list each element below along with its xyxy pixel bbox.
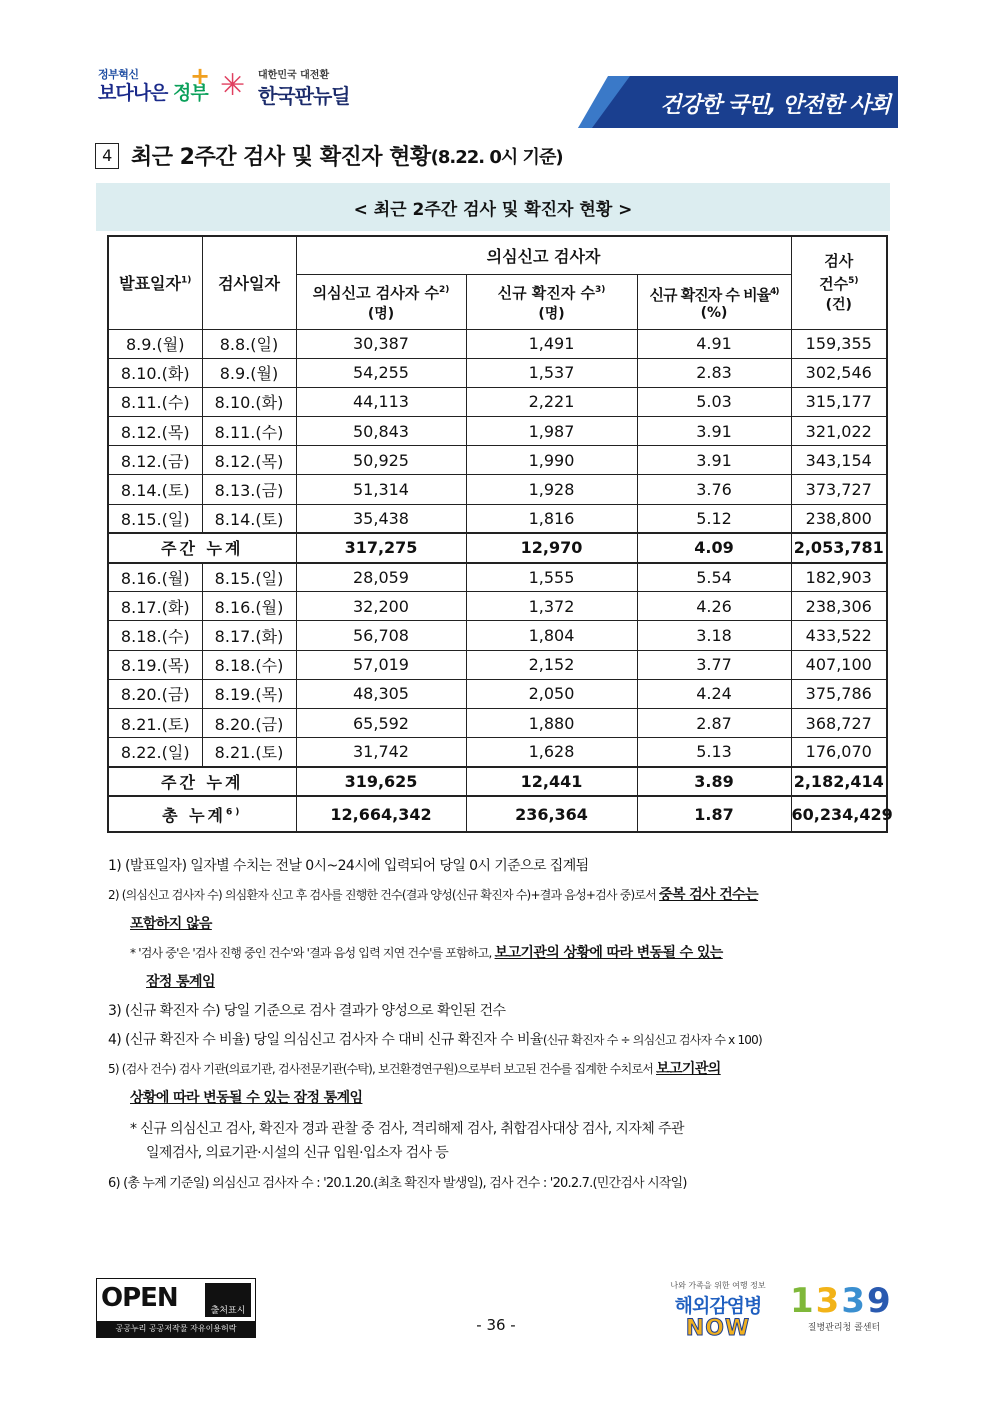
table-cell: 8.12.(목) <box>202 446 296 475</box>
logo2-big-text: 한국판뉴딜 <box>258 84 350 108</box>
table-cell: 8.17.(화) <box>108 592 202 621</box>
table-row <box>108 592 887 621</box>
table-cell: 1,555 <box>466 563 637 592</box>
table-cell: 1,628 <box>466 738 637 767</box>
table-cell: 159,355 <box>791 329 887 358</box>
table-cell: 50,843 <box>296 417 466 446</box>
korean-new-deal-logo <box>220 66 360 116</box>
header-suspect-count: 의심신고 검사자 수$^{2)}$ (명) <box>296 274 466 329</box>
table-cell: 2.83 <box>637 358 791 387</box>
table-cell: 8.12.(목) <box>108 417 202 446</box>
header-test-count: 검사 건수$^{5)}$ (건) <box>791 236 887 329</box>
table-cell: 2,053,781 <box>791 533 887 562</box>
table-cell: 56,708 <box>296 621 466 650</box>
table-cell: 1.87 <box>637 796 791 832</box>
page-header <box>0 0 992 140</box>
table-cell: 51,314 <box>296 475 466 504</box>
table-cell: 8.11.(수) <box>108 387 202 416</box>
table-cell: 8.10.(화) <box>202 387 296 416</box>
note-2-star-cont: 잠정 통계임 <box>146 974 215 990</box>
table-cell: 343,154 <box>791 446 887 475</box>
table-cell: 4.91 <box>637 329 791 358</box>
weekly-sum-row-2 <box>108 767 887 796</box>
table-cell: 8.16.(월) <box>108 563 202 592</box>
note-2-star: * '검사 중'은 '검사 진행 중인 건수'와 '결과 음성 입력 지연 건수'를 포함하고, 보고기관의 상황에 따라 변동될 수 있는 <box>130 945 723 961</box>
section-title <box>95 140 563 171</box>
note-6: 6) (총 누계 기준일) 의심신고 검사자 수 : '20.1.20.(최초 확진자 발생일), 검사 건수 : '20.2.7.(민간검사 시작일) <box>108 1176 687 1191</box>
table-cell: 8.8.(일) <box>202 329 296 358</box>
section-subtitle: (8.22. 0시 기준) <box>430 146 563 168</box>
open-license-label: 공공누리 공공저작물 자유이용허락 <box>97 1321 255 1337</box>
table-cell: 31,742 <box>296 738 466 767</box>
table-cell: 8.12.(금) <box>108 446 202 475</box>
table-body <box>108 329 893 832</box>
table-cell: 3.91 <box>637 417 791 446</box>
logo1-small-text: 정부혁신 <box>98 68 139 81</box>
note-1: 1) (발표일자) 일자별 수치는 전날 0시~24시에 입력되어 당일 0시 기준으로 집계됨 <box>108 858 589 874</box>
logo2-small-text: 대한민국 대전환 <box>258 70 330 81</box>
header-new-case-ratio: 신규 확진자 수 비율$^{4)}$ (%) <box>637 274 791 329</box>
grand-total-row <box>108 796 887 832</box>
table-cell: 8.18.(수) <box>202 650 296 679</box>
banner-slogan: 건강한 국민, 안전한 사회 <box>660 93 890 118</box>
table-cell: 4.09 <box>637 533 791 562</box>
note-5-star: * 신규 의심신고 검사, 확진자 경과 관찰 중 검사, 격리해제 검사, 취합검사대상 검사, 지자체 주관 <box>130 1121 684 1137</box>
table-cell: 2,152 <box>466 650 637 679</box>
table-cell: 373,727 <box>791 475 887 504</box>
table-cell: 8.14.(토) <box>108 475 202 504</box>
table-cell: 433,522 <box>791 621 887 650</box>
table-cell: 8.19.(목) <box>108 650 202 679</box>
table-cell: 319,625 <box>296 767 466 796</box>
table-cell: 238,306 <box>791 592 887 621</box>
table-row <box>108 621 887 650</box>
sparkle-icon: ✳ <box>220 68 246 103</box>
table-cell: 5.13 <box>637 738 791 767</box>
note-2: 2) (의심신고 검사자 수) 의심환자 신고 후 검사를 진행한 건수(결과 양성(신규 확진자 수)+결과 음성+검사 중)로서 중복 검사 건수는 <box>108 887 759 903</box>
table-cell: 3.89 <box>637 767 791 796</box>
table-cell: 8.21.(토) <box>202 738 296 767</box>
footnotes <box>108 852 888 1198</box>
table-cell: 1,537 <box>466 358 637 387</box>
table-cell: 315,177 <box>791 387 887 416</box>
table-caption: < 최근 2주간 검사 및 확진자 현황 > <box>96 183 890 231</box>
table-cell: 2,050 <box>466 679 637 708</box>
header-announce-date: 발표일자$^{1)}$ <box>108 236 202 329</box>
table-cell: 8.22.(일) <box>108 738 202 767</box>
table-cell: 65,592 <box>296 708 466 737</box>
table-cell: 176,070 <box>791 738 887 767</box>
table-cell: 3.18 <box>637 621 791 650</box>
table-cell: 238,800 <box>791 504 887 533</box>
table-cell: 1,987 <box>466 417 637 446</box>
header-test-date: 검사일자 <box>202 236 296 329</box>
table-cell: 1,990 <box>466 446 637 475</box>
weekly-sum-row-1 <box>108 533 887 562</box>
table-cell: 8.18.(수) <box>108 621 202 650</box>
table-cell: 8.21.(토) <box>108 708 202 737</box>
government-innovation-logo <box>98 62 211 116</box>
hotline-label: 질병관리청 콜센터 <box>807 1323 881 1333</box>
table-cell: 28,059 <box>296 563 466 592</box>
table-cell: 2.87 <box>637 708 791 737</box>
now-title: 해외감염병 <box>674 1295 762 1317</box>
table-row <box>108 358 887 387</box>
table-cell: 1,372 <box>466 592 637 621</box>
table-row <box>108 504 887 533</box>
table-cell: 54,255 <box>296 358 466 387</box>
table-row <box>108 563 887 592</box>
now-tagline: 나와 가족을 위한 여행 정보 <box>670 1281 766 1290</box>
table-cell: 1,816 <box>466 504 637 533</box>
table-cell: 8.17.(화) <box>202 621 296 650</box>
table-cell: 12,441 <box>466 767 637 796</box>
table-cell: 4.26 <box>637 592 791 621</box>
note-4: 4) (신규 확진자 수 비율) 당일 의심신고 검사자 수 대비 신규 확진자 수 비율(신규 확진자 수 ÷ 의심신고 검사자 수 x 100) <box>108 1032 762 1048</box>
table-cell: 368,727 <box>791 708 887 737</box>
table-row <box>108 650 887 679</box>
note-5-cont: 상황에 따라 변동될 수 있는 잠정 통계임 <box>130 1090 363 1106</box>
table-cell: 5.12 <box>637 504 791 533</box>
table-cell-label: 주간 누계 <box>108 533 296 562</box>
table-cell: 44,113 <box>296 387 466 416</box>
table-cell: 8.15.(일) <box>108 504 202 533</box>
table-cell: 182,903 <box>791 563 887 592</box>
table-cell: 321,022 <box>791 417 887 446</box>
table-row <box>108 387 887 416</box>
table-row <box>108 417 887 446</box>
table-cell: 236,364 <box>466 796 637 832</box>
table-cell: 8.11.(수) <box>202 417 296 446</box>
note-5: 5) (검사 건수) 검사 기관(의료기관, 검사전문기관(수탁), 보건환경연구원)으로부터 보고된 건수를 집계한 수치로서 보고기관의 <box>108 1061 721 1077</box>
table-cell: 8.20.(금) <box>202 708 296 737</box>
table-cell: 8.9.(월) <box>108 329 202 358</box>
table-cell: 5.54 <box>637 563 791 592</box>
table-row <box>108 679 887 708</box>
table-cell-label: 주간 누계 <box>108 767 296 796</box>
table-row <box>108 738 887 767</box>
table-cell: 3.91 <box>637 446 791 475</box>
table-cell: 2,221 <box>466 387 637 416</box>
plus-icon: + <box>190 62 211 90</box>
slogan-banner <box>578 76 898 128</box>
table-cell: 48,305 <box>296 679 466 708</box>
table-cell: 1,880 <box>466 708 637 737</box>
table-cell: 8.19.(목) <box>202 679 296 708</box>
table-cell: 12,664,342 <box>296 796 466 832</box>
now-word: NOW <box>685 1316 751 1341</box>
table-cell: 407,100 <box>791 650 887 679</box>
table-cell: 8.10.(화) <box>108 358 202 387</box>
overseas-infection-now-logo <box>666 1280 770 1340</box>
table-row <box>108 329 887 358</box>
table-cell: 302,546 <box>791 358 887 387</box>
table-cell: 30,387 <box>296 329 466 358</box>
table-cell: 1,928 <box>466 475 637 504</box>
table-cell: 2,182,414 <box>791 767 887 796</box>
note-3: 3) (신규 확진자 수) 당일 기준으로 검사 결과가 양성으로 확인된 건수 <box>108 1003 506 1019</box>
table-cell: 3.77 <box>637 650 791 679</box>
table-cell-label: 총 누계$^{6)}$ <box>108 796 296 832</box>
table-cell: 3.76 <box>637 475 791 504</box>
table-cell: 60,234,429 <box>791 796 887 832</box>
table-cell: 5.03 <box>637 387 791 416</box>
table-cell: 8.9.(월) <box>202 358 296 387</box>
table-cell: 1,804 <box>466 621 637 650</box>
table-cell: 8.13.(금) <box>202 475 296 504</box>
table-cell: 32,200 <box>296 592 466 621</box>
note-2-cont: 포함하지 않음 <box>130 916 212 932</box>
table-cell: 12,970 <box>466 533 637 562</box>
table-cell: 57,019 <box>296 650 466 679</box>
table-cell: 50,925 <box>296 446 466 475</box>
table-cell: 317,275 <box>296 533 466 562</box>
attribution-icon: 출처표시 <box>205 1283 251 1317</box>
section-title-text: 최근 2주간 검사 및 확진자 현황 <box>131 145 431 170</box>
hotline-number: 1339 <box>790 1281 893 1321</box>
note-5-star-cont: 일제검사, 의료기관·시설의 신규 입원·입소자 검사 등 <box>146 1145 449 1161</box>
header-new-cases: 신규 확진자 수$^{3)}$ (명) <box>466 274 637 329</box>
hotline-1339-logo <box>790 1282 898 1342</box>
table-cell: 8.20.(금) <box>108 679 202 708</box>
header-suspect-group: 의심신고 검사자 <box>296 236 791 274</box>
table-cell: 8.14.(토) <box>202 504 296 533</box>
table-row <box>108 475 887 504</box>
section-number: 4 <box>95 143 119 169</box>
table-cell: 8.16.(월) <box>202 592 296 621</box>
table-cell: 35,438 <box>296 504 466 533</box>
table-cell: 1,491 <box>466 329 637 358</box>
page-number: - 36 - <box>476 1316 516 1334</box>
table-cell: 375,786 <box>791 679 887 708</box>
table-row <box>108 708 887 737</box>
test-status-table <box>107 235 893 833</box>
table-cell: 4.24 <box>637 679 791 708</box>
table-row <box>108 446 887 475</box>
open-text: OPEN <box>101 1283 178 1313</box>
logo1-big-text: 보다나은 정부 <box>98 82 208 104</box>
table-cell: 8.15.(일) <box>202 563 296 592</box>
